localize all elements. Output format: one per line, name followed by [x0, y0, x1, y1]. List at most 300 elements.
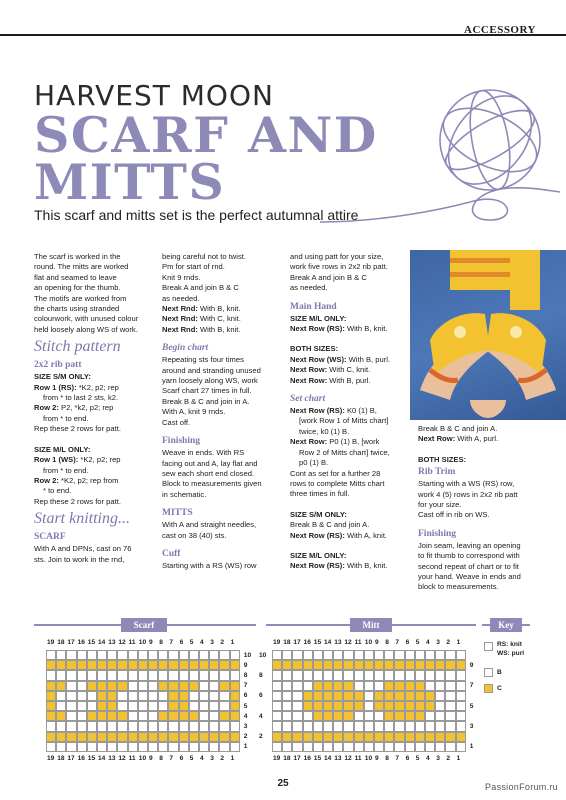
chart-cell	[219, 670, 229, 680]
chart-cell	[435, 650, 445, 660]
chart-cell	[168, 711, 178, 721]
chart-row-number: 10	[243, 651, 252, 659]
chart-cell	[230, 732, 240, 742]
chart-cell	[333, 732, 343, 742]
chart-cell	[87, 711, 97, 721]
chart-cell	[179, 681, 189, 691]
heading-finishing: Finishing	[418, 528, 457, 539]
chart-row-number: 3	[469, 722, 474, 730]
chart-cell	[199, 650, 209, 660]
chart-cell	[219, 691, 229, 701]
chart-cell	[117, 691, 127, 701]
chart-cell	[46, 691, 56, 701]
chart-cell	[282, 742, 292, 752]
chart-cell	[138, 742, 148, 752]
chart-cell	[66, 732, 76, 742]
chart-col-number: 1	[456, 755, 461, 762]
chart-col-number: 14	[324, 639, 332, 646]
chart-cell	[117, 701, 127, 711]
chart-cell	[199, 681, 209, 691]
chart-cell	[333, 650, 343, 660]
chart-cell	[209, 742, 219, 752]
chart-cell	[87, 691, 97, 701]
chart-cell	[97, 742, 107, 752]
chart-col-number: 11	[354, 755, 362, 762]
chart-cell	[415, 691, 425, 701]
chart-cell	[87, 732, 97, 742]
body-line: around and stranding unused	[162, 365, 261, 375]
chart-cell	[445, 711, 455, 721]
chart-cell	[435, 711, 445, 721]
body-line: With A and DPNs, cast on 76	[34, 544, 132, 554]
chart-cell	[323, 660, 333, 670]
body-line: Break A and join B & C	[162, 283, 239, 293]
chart-cell	[168, 691, 178, 701]
chart-cell	[209, 660, 219, 670]
chart-cell	[425, 681, 435, 691]
chart-cell	[97, 732, 107, 742]
chart-cell	[77, 711, 87, 721]
chart-cell	[384, 721, 394, 731]
chart-row-number: 9	[243, 661, 248, 669]
size-label: SIZE M/L ONLY:	[290, 550, 347, 560]
chart-row-number: 2	[243, 733, 248, 741]
chart-col-number: 1	[230, 755, 235, 762]
chart-cell	[343, 660, 353, 670]
chart-cell	[209, 691, 219, 701]
chart-cell	[343, 681, 353, 691]
chart-cell	[199, 721, 209, 731]
chart-cell	[97, 701, 107, 711]
chart-cell	[313, 670, 323, 680]
chart-cell	[97, 711, 107, 721]
size-label: SIZE S/M ONLY:	[34, 372, 91, 382]
chart-col-number: 6	[405, 639, 410, 646]
chart-cell	[189, 670, 199, 680]
heading-cuff: Cuff	[162, 548, 181, 559]
chart-cell	[128, 742, 138, 752]
chart-cell	[445, 732, 455, 742]
column-4	[418, 424, 548, 593]
chart-cell	[128, 691, 138, 701]
chart-cell	[384, 660, 394, 670]
chart-cell	[199, 660, 209, 670]
repeat-note: Rep these 2 rows for patt.	[34, 424, 121, 434]
chart-cell	[282, 650, 292, 660]
chart-col-number: 4	[200, 755, 204, 762]
chart-cell	[323, 721, 333, 731]
chart-col-number: 17	[293, 755, 301, 762]
chart-cell	[415, 701, 425, 711]
chart-cell	[128, 650, 138, 660]
chart-cell	[66, 742, 76, 752]
chart-cell	[313, 721, 323, 731]
chart-cell	[46, 681, 56, 691]
chart-cell	[343, 711, 353, 721]
chart-cell	[456, 732, 466, 742]
chart-cell	[292, 732, 302, 742]
chart-cell	[46, 732, 56, 742]
chart-cell	[56, 670, 66, 680]
chart-col-number: 3	[210, 639, 214, 646]
body-line: three times in full.	[290, 489, 350, 499]
chart-cell	[323, 691, 333, 701]
chart-col-number: 19	[273, 639, 281, 646]
intro-line: the charts using stranded	[34, 304, 120, 314]
body-line: second repeat of chart or to fit	[418, 561, 519, 571]
chart-cell	[219, 660, 229, 670]
chart-cell	[87, 650, 97, 660]
chart-cell	[374, 711, 384, 721]
chart-cell	[445, 691, 455, 701]
key-ws-purl: WS: purl	[497, 650, 525, 657]
chart-cell	[394, 681, 404, 691]
chart-cell	[384, 691, 394, 701]
chart-cell	[282, 711, 292, 721]
chart-cell	[303, 670, 313, 680]
heading-set-chart: Set chart	[290, 394, 326, 405]
row-instruction-cont: twice, k0 (1) B.	[299, 426, 350, 436]
title-line-1: SCARF AND	[34, 106, 378, 164]
chart-col-number: 13	[108, 755, 116, 762]
chart-cell	[189, 650, 199, 660]
chart-cell	[179, 670, 189, 680]
body-line: being careful not to twist.	[162, 252, 246, 261]
chart-row-number: 5	[243, 702, 248, 710]
chart-col-number: 12	[344, 755, 352, 762]
chart-row-number: 6	[259, 692, 263, 700]
chart-col-number: 4	[426, 639, 430, 646]
row-instruction: Next Row (RS): K0 (1) B,	[290, 406, 377, 416]
chart-row-number: 7	[243, 682, 248, 690]
row-instruction: Next Row: P0 (1) B, [work	[290, 437, 380, 447]
site-watermark: PassionForum.ru	[484, 782, 558, 792]
chart-cell	[272, 681, 282, 691]
chart-col-number: 16	[77, 639, 85, 646]
intro-line: flat and seamed to leave	[34, 272, 117, 282]
chart-cell	[199, 691, 209, 701]
body-line: With A, knit 9 rnds.	[162, 407, 226, 417]
chart-cell	[56, 711, 66, 721]
chart-cell	[230, 721, 240, 731]
chart-cell	[77, 732, 87, 742]
row-instruction: Next Row (RS): With B, knit.	[290, 561, 388, 571]
chart-cell	[456, 670, 466, 680]
chart-cell	[107, 660, 117, 670]
chart-cell	[87, 681, 97, 691]
chart-cell	[303, 742, 313, 752]
chart-col-number: 12	[118, 639, 126, 646]
chart-cell	[199, 701, 209, 711]
chart-cell	[405, 711, 415, 721]
chart-cell	[456, 742, 466, 752]
chart-cell	[168, 670, 178, 680]
body-line: Starting with a WS (RS) row,	[418, 479, 515, 489]
chart-cell	[384, 742, 394, 752]
chart-col-number: 7	[395, 755, 400, 762]
chart-col-number: 7	[395, 639, 400, 646]
chart-cell	[138, 711, 148, 721]
chart-cell	[415, 650, 425, 660]
chart-col-number: 15	[313, 639, 322, 646]
chart-cell	[405, 691, 415, 701]
chart-cell	[272, 691, 282, 701]
key-swatch-rs-ws	[484, 642, 493, 651]
chart-cell	[323, 650, 333, 660]
chart-col-number: 5	[415, 639, 420, 646]
chart-cell	[384, 732, 394, 742]
heading-rib-trim: Rib Trim	[418, 467, 456, 478]
chart-cell	[97, 670, 107, 680]
chart-col-number: 5	[189, 639, 194, 646]
chart-cell	[405, 650, 415, 660]
chart-cell	[87, 670, 97, 680]
body-line: your hand. Weave in ends and	[418, 572, 521, 582]
chart-cell	[168, 701, 178, 711]
chart-cell	[77, 691, 87, 701]
chart-cell	[303, 732, 313, 742]
chart-col-number: 11	[128, 639, 136, 646]
chart-cell	[456, 681, 466, 691]
chart-row-number: 4	[243, 712, 248, 720]
chart-col-number: 16	[303, 639, 311, 646]
chart-cell	[282, 732, 292, 742]
chart-cell	[138, 721, 148, 731]
chart-cell	[394, 691, 404, 701]
chart-col-number: 7	[169, 755, 174, 762]
chart-col-number: 17	[67, 755, 75, 762]
chart-cell	[209, 711, 219, 721]
body-line: Cast off in rib on WS.	[418, 510, 490, 520]
chart-cell	[282, 701, 292, 711]
chart-cell	[303, 701, 313, 711]
chart-col-number: 7	[169, 639, 174, 646]
chart-row-number: 4	[259, 712, 263, 720]
body-line: Break A and join B & C	[290, 272, 367, 282]
chart-cell	[405, 732, 415, 742]
chart-cell	[272, 670, 282, 680]
chart-cell	[117, 650, 127, 660]
chart-cell	[282, 691, 292, 701]
chart-cell	[333, 670, 343, 680]
chart-col-number: 14	[98, 639, 106, 646]
chart-col-number: 13	[108, 639, 116, 646]
chart-cell	[158, 650, 168, 660]
chart-col-number: 6	[179, 755, 184, 762]
chart-col-number: 6	[405, 755, 410, 762]
chart-cell	[303, 650, 313, 660]
chart-cell	[374, 732, 384, 742]
chart-cell	[158, 681, 168, 691]
chart-cell	[97, 660, 107, 670]
chart-col-number: 10	[138, 755, 147, 762]
chart-col-number: 10	[364, 755, 373, 762]
chart-cell	[323, 701, 333, 711]
chart-cell	[364, 660, 374, 670]
chart-cell	[87, 721, 97, 731]
chart-cell	[179, 650, 189, 660]
chart-cell	[77, 660, 87, 670]
row-instruction: Next Row: With C, knit.	[290, 365, 371, 375]
chart-cell	[179, 691, 189, 701]
chart-cell	[272, 742, 282, 752]
size-label: SIZE M/L ONLY:	[34, 444, 91, 454]
chart-col-number: 8	[385, 639, 389, 646]
chart-cell	[445, 742, 455, 752]
chart-cell	[445, 650, 455, 660]
chart-cell	[333, 691, 343, 701]
chart-cell	[415, 721, 425, 731]
chart-cell	[46, 650, 56, 660]
chart-cell	[405, 670, 415, 680]
body-line: sew each short end closed.	[162, 468, 255, 478]
chart-cell	[117, 742, 127, 752]
chart-cell	[435, 742, 445, 752]
chart-cell	[394, 670, 404, 680]
body-line: to fit thumb to correspond with	[418, 551, 520, 561]
chart-cell	[230, 650, 240, 660]
chart-col-number: 8	[385, 755, 389, 762]
row-instruction: Next Row: With A, purl.	[418, 434, 499, 444]
chart-cell	[384, 701, 394, 711]
chart-cell	[374, 721, 384, 731]
chart-cell	[343, 721, 353, 731]
chart-cell	[333, 681, 343, 691]
chart-row-number: 8	[243, 671, 248, 679]
chart-cell	[56, 721, 66, 731]
chart-cell	[158, 660, 168, 670]
chart-cell	[415, 660, 425, 670]
chart-cell	[128, 711, 138, 721]
intro-line: round. The mitts are worked	[34, 262, 129, 272]
chart-cell	[374, 681, 384, 691]
chart-col-number: 13	[334, 755, 342, 762]
chart-cell	[394, 732, 404, 742]
chart-cell	[158, 670, 168, 680]
chart-cell	[272, 721, 282, 731]
chart-cell	[323, 711, 333, 721]
chart-cell	[343, 670, 353, 680]
column-3	[290, 252, 414, 572]
chart-cell	[394, 721, 404, 731]
chart-cell	[354, 742, 364, 752]
chart-col-number: 10	[364, 639, 373, 646]
chart-cell	[148, 681, 158, 691]
chart-cell	[219, 742, 229, 752]
chart-cell	[107, 711, 117, 721]
row-instruction-cont: from * to end.	[43, 413, 89, 423]
chart-col-number: 19	[273, 755, 281, 762]
chart-cell	[230, 711, 240, 721]
chart-cell	[303, 711, 313, 721]
chart-cell	[158, 701, 168, 711]
chart-cell	[219, 650, 229, 660]
chart-cell	[77, 721, 87, 731]
chart-cell	[107, 701, 117, 711]
chart-cell	[405, 660, 415, 670]
chart-row-number: 9	[469, 661, 474, 669]
chart-col-number: 8	[159, 755, 163, 762]
chart-col-number: 15	[87, 639, 96, 646]
row-instruction: Next Row (RS): With B, knit.	[290, 324, 388, 334]
chart-cell	[313, 742, 323, 752]
chart-cell	[394, 701, 404, 711]
chart-cell	[189, 681, 199, 691]
chart-cell	[230, 691, 240, 701]
chart-cell	[189, 742, 199, 752]
chart-cell	[435, 681, 445, 691]
chart-cell	[323, 681, 333, 691]
chart-row-number: 3	[243, 722, 248, 730]
page-number: 25	[277, 778, 289, 789]
chart-cell	[168, 660, 178, 670]
chart-cell	[219, 681, 229, 691]
body-line: sts. Join to work in the rnd,	[34, 554, 125, 564]
heading-main-hand: Main Hand	[290, 301, 337, 312]
chart-cell	[56, 732, 66, 742]
size-label: BOTH SIZES:	[290, 344, 339, 354]
chart-cell	[292, 711, 302, 721]
chart-cell	[117, 660, 127, 670]
chart-row-number: 8	[259, 671, 263, 679]
chart-cell	[148, 732, 158, 742]
chart-cell	[158, 742, 168, 752]
chart-cell	[292, 701, 302, 711]
chart-cell	[456, 691, 466, 701]
chart-cell	[209, 701, 219, 711]
chart-cell	[107, 742, 117, 752]
chart-cell	[138, 670, 148, 680]
chart-cell	[354, 650, 364, 660]
body-line: Break B & C and join A.	[290, 520, 370, 530]
chart-col-number: 9	[149, 639, 153, 646]
row-instruction-cont: p0 (1) B.	[299, 458, 329, 468]
chart-col-number: 8	[159, 639, 163, 646]
chart-cell	[394, 711, 404, 721]
chart-cell	[323, 732, 333, 742]
intro-line: an opening for the thumb.	[34, 283, 121, 293]
chart-col-number: 9	[375, 639, 379, 646]
chart-cell	[219, 711, 229, 721]
chart-cell	[138, 660, 148, 670]
repeat-note: Rep these 2 rows for patt.	[34, 496, 121, 506]
chart-cell	[189, 660, 199, 670]
section-label: ACCESSORY	[464, 24, 536, 36]
chart-cell	[199, 670, 209, 680]
chart-cell	[97, 650, 107, 660]
chart-cell	[425, 732, 435, 742]
chart-cell	[456, 701, 466, 711]
body-line: Pm for start of rnd.	[162, 262, 225, 272]
chart-cell	[128, 732, 138, 742]
chart-col-number: 5	[415, 755, 420, 762]
chart-col-number: 17	[67, 639, 75, 646]
chart-cell	[303, 691, 313, 701]
chart-cell	[313, 691, 323, 701]
chart-cell	[456, 711, 466, 721]
chart-cell	[46, 670, 56, 680]
chart-cell	[343, 650, 353, 660]
row-instruction: Row 1 (WS): *K2, p2; rep	[34, 455, 121, 465]
body-line: as needed.	[162, 293, 200, 303]
chart-cell	[56, 650, 66, 660]
chart-cell	[292, 650, 302, 660]
chart-cell	[199, 711, 209, 721]
chart-cell	[313, 701, 323, 711]
chart-cell	[313, 732, 323, 742]
chart-cell	[199, 732, 209, 742]
chart-cell	[435, 721, 445, 731]
